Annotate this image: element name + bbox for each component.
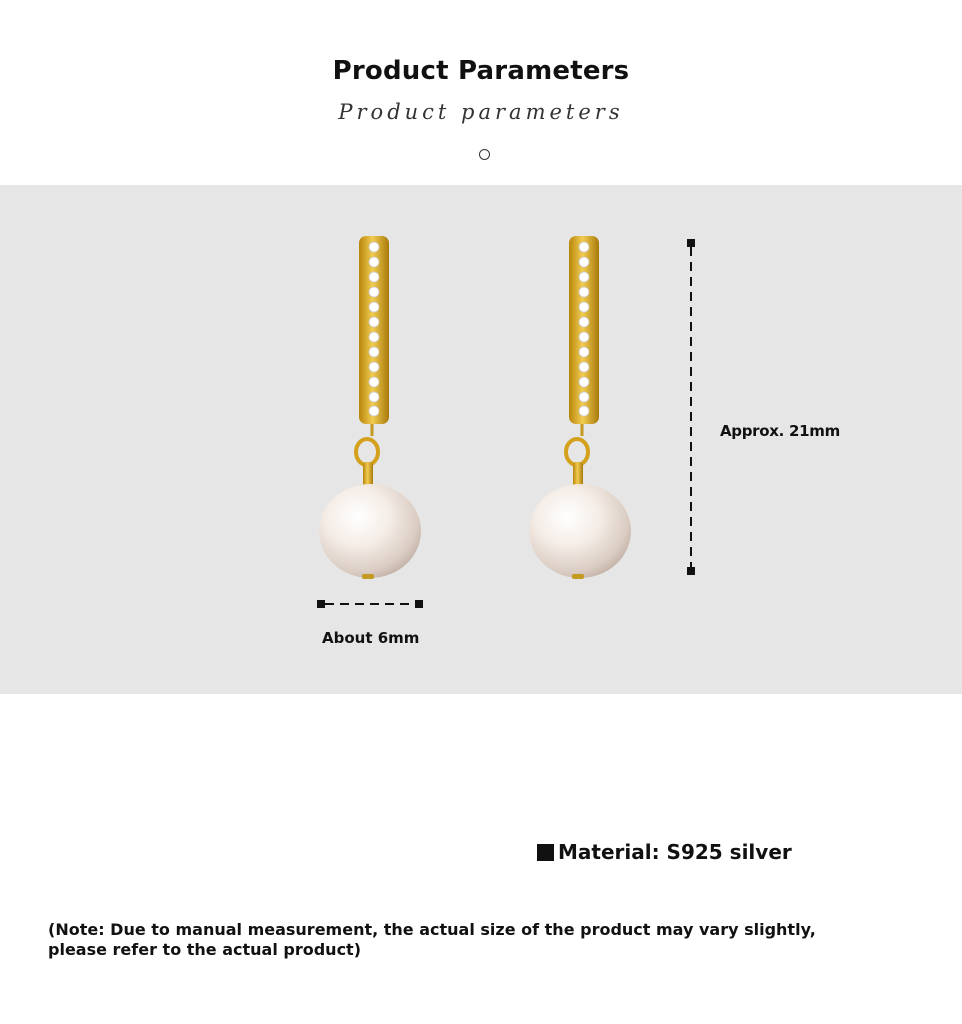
material-text: Material: S925 silver bbox=[558, 840, 792, 864]
page-title: Product Parameters bbox=[332, 56, 630, 86]
material-info bbox=[537, 840, 792, 864]
width-measurement-label: About 6mm bbox=[322, 629, 420, 647]
right-earring bbox=[529, 236, 631, 579]
measurement-note: (Note: Due to manual measurement, the actual size of the product may vary slightly, please refer to the actual product) bbox=[48, 920, 816, 959]
page-subtitle: Product parameters bbox=[338, 100, 624, 124]
square-bullet-icon bbox=[537, 844, 554, 861]
width-dimension-line bbox=[317, 600, 423, 608]
left-earring bbox=[319, 236, 421, 579]
height-dimension-line bbox=[687, 239, 695, 575]
height-measurement-label: Approx. 21mm bbox=[720, 422, 840, 440]
